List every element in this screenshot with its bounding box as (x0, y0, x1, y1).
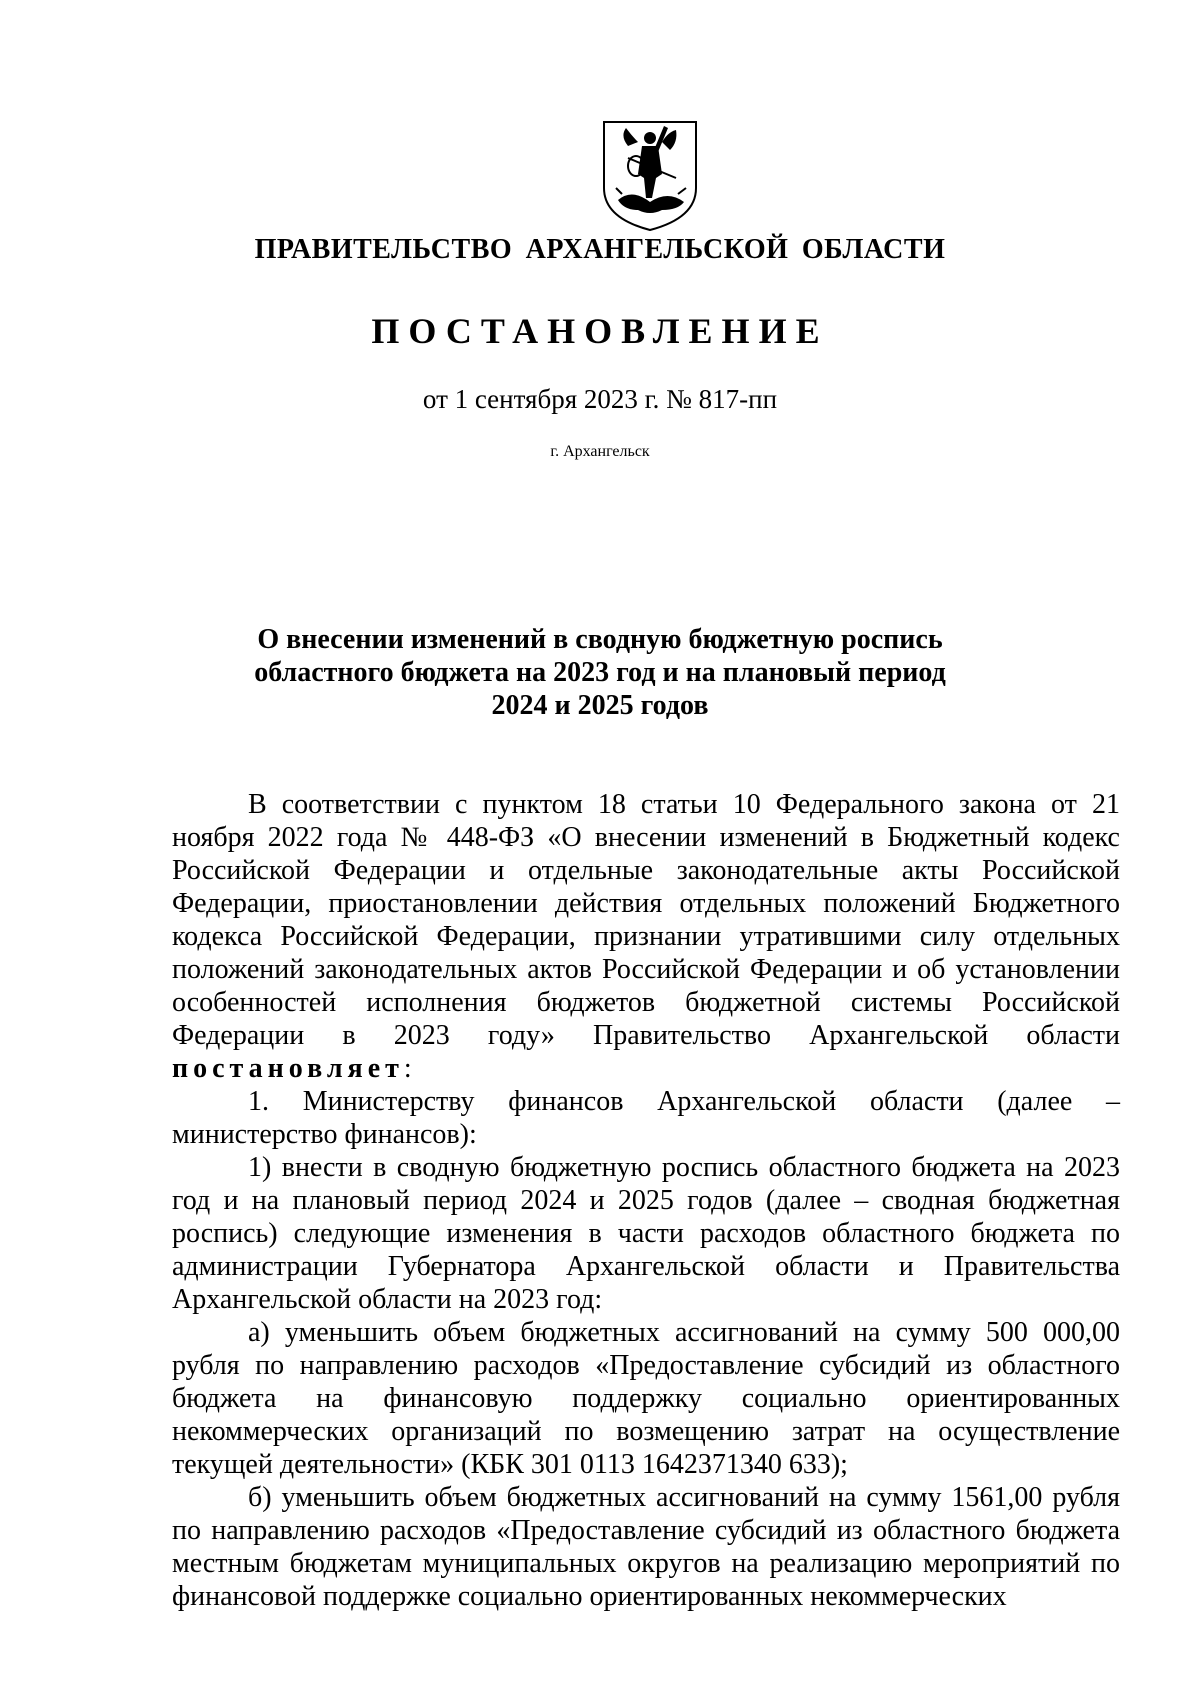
paragraph-item-1-1: 1) внести в сводную бюджетную роспись областного бюджета на 2023 год и на плановый период 2024 и 2025 годов (далее – сводная бюджетная роспись) следующие изменения в части расходов областного бюджета по администрации Губернатора Архангельской области и Правительства Архангельской области на 2023 год: (172, 1152, 1120, 1315)
document-body (172, 788, 1120, 1613)
document-date-number: от 1 сентября 2023 г. № 817-пп (422, 384, 778, 414)
preamble-end: : (403, 1053, 412, 1084)
document-type: ПОСТАНОВЛЕНИЕ (371, 311, 829, 351)
paragraph-item-a: а) уменьшить объем бюджетных ассигнований на сумму 500 000,00 рубля по направлению расходов «Предоставление субсидий из областного бюджета на финансовую поддержку социально ориентированных некоммерческих организаций по возмещению затрат на осуществление текущей деятельности» (КБК 301 0113 1642371340 633); (172, 1317, 1120, 1480)
government-title: ПРАВИТЕЛЬСТВО АРХАНГЕЛЬСКОЙ ОБЛАСТИ (254, 234, 946, 265)
heading-line-1: О внесении изменений в сводную бюджетную роспись (257, 624, 943, 655)
document-city: г. Архангельск (550, 443, 650, 460)
preamble-text: В соответствии с пунктом 18 статьи 10 Федерального закона от 21 ноября 2022 года № 448-ФЗ «О внесении изменений в Бюджетный кодекс Российской Федерации и отдельные законодательные акты Российской Федерации, приостановлении действия отдельных положений Бюджетного кодекса Российской Федерации, признании утратившими силу отдельных положений законодательных актов Российской Федерации и об установлении особенностей исполнения бюджетов бюджетной системы Российской Федерации в 2023 году» Правительство Архангельской области (172, 789, 1120, 1051)
document-heading (200, 623, 1000, 722)
archangel-coat-of-arms-icon (598, 118, 702, 234)
paragraph-item-1: 1. Министерству финансов Архангельской области (далее – министерство финансов): (172, 1086, 1120, 1150)
heading-line-2: областного бюджета на 2023 год и на плановый период (254, 657, 946, 688)
resolves-word: постановляет (172, 1053, 404, 1084)
paragraph-item-b: б) уменьшить объем бюджетных ассигнований на сумму 1561,00 рубля по направлению расходов «Предоставление субсидий из областного бюджета местным бюджетам муниципальных округов на реализацию мероприятий по финансовой поддержке социально ориентированных некоммерческих (172, 1482, 1120, 1612)
heading-line-3: 2024 и 2025 годов (491, 690, 709, 721)
paragraph-preamble (172, 788, 1120, 1085)
